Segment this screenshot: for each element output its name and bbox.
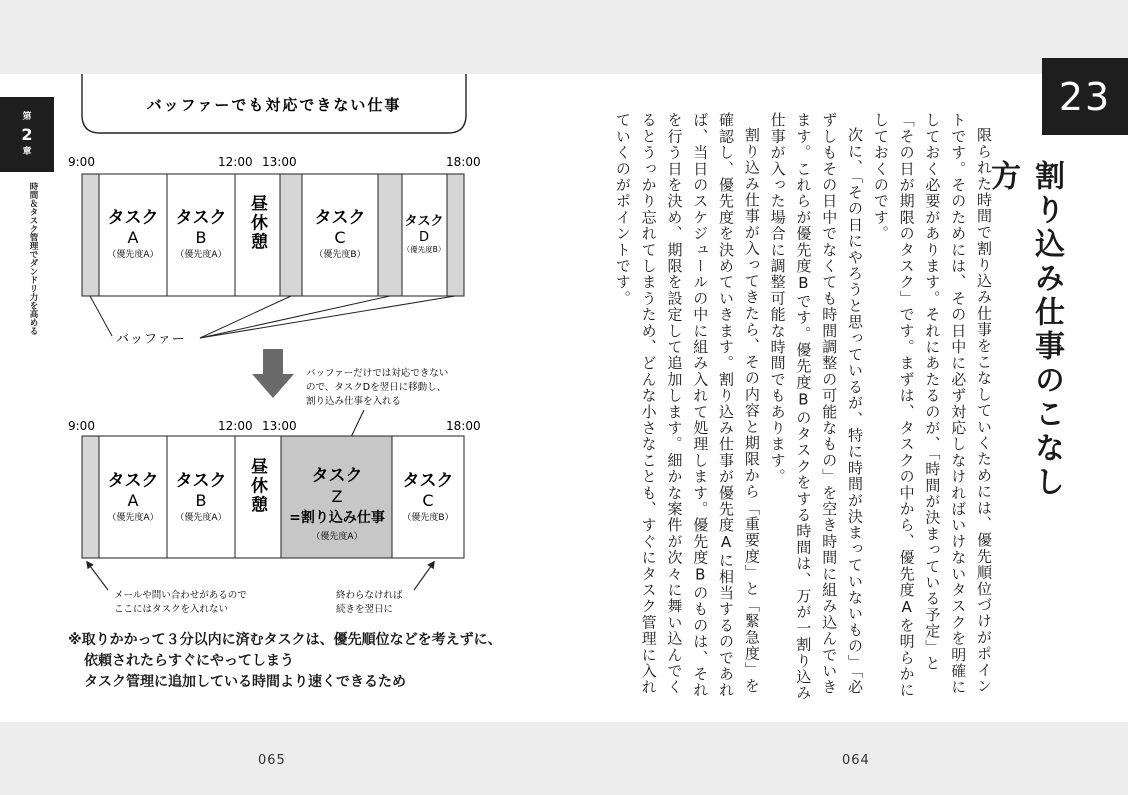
bottom-task-c-letter: C bbox=[422, 491, 434, 510]
arrow-note-line1: バッファーだけでは対応できない bbox=[306, 368, 449, 379]
buffer-cell bbox=[280, 174, 302, 296]
task-d-letter: D bbox=[418, 230, 430, 245]
right-note-line2: 続きを翌日に bbox=[336, 604, 394, 615]
paragraph-3: 割り込み仕事が入ってきたら、その内容と期限から「重要度」と「緊急度」を確認し、優先度を決めていきます。割り込み仕事が優先度Aに相当するのであれば、当日のスケジュールの中に組み入れて処理します。優先度Bのものは、それを行う日を決め、期限を設定して追加します。細かな案件が次々に舞い込んでくるとうっかり忘れてしまうため、どんな小さなことも、すぐにタスク管理に入れていくのがポイントです。 bbox=[613, 112, 761, 699]
buffer-label: バッファー bbox=[116, 332, 186, 347]
bottom-lunch-label: 昼休憩 bbox=[247, 457, 267, 515]
left-page-number: 065 bbox=[258, 753, 286, 768]
top-timeline bbox=[82, 174, 464, 296]
buffer-cell bbox=[378, 174, 402, 296]
schedule-diagram bbox=[0, 74, 500, 634]
bottom-task-a-letter: A bbox=[127, 491, 139, 510]
buffer-cell bbox=[447, 174, 464, 296]
top-time-end: 18:00 bbox=[446, 155, 481, 169]
chapter-number: 2 bbox=[21, 124, 33, 144]
footnotes bbox=[68, 630, 502, 693]
down-arrow-icon bbox=[252, 349, 294, 398]
top-time-start: 9:00 bbox=[68, 155, 95, 169]
left-note-line2: ここにはタスクを入れない bbox=[114, 604, 229, 615]
task-z-extra: =割り込み仕事 bbox=[289, 510, 385, 526]
footnote-line2: 依頼されたらすぐにやってしまう bbox=[84, 653, 294, 669]
bottom-time-noon: 12:00 bbox=[218, 419, 253, 433]
bottom-time-start: 9:00 bbox=[68, 419, 95, 433]
bottom-task-a-name: タスク bbox=[107, 471, 159, 491]
buffer-cell bbox=[82, 436, 99, 558]
arrow-note-line2: ので、タスクDを翌日に移動し、 bbox=[306, 382, 447, 393]
right-note-line1: 終わらなければ bbox=[336, 590, 403, 601]
task-c-letter: C bbox=[334, 228, 346, 247]
task-b-priority: （優先度A） bbox=[175, 250, 227, 260]
task-d-name: タスク bbox=[404, 214, 444, 229]
lunch-label: 昼休憩 bbox=[247, 194, 267, 252]
chapter-title: 時間＆タスク管理でダンドリ力を高める bbox=[28, 182, 38, 335]
chapter-prefix: 第 bbox=[22, 111, 32, 122]
chapter-suffix: 章 bbox=[22, 146, 32, 157]
bottom-task-b-priority: （優先度A） bbox=[175, 513, 227, 523]
left-note-line1: メールや問い合わせがあるので bbox=[114, 590, 247, 601]
bottom-task-b-letter: B bbox=[195, 491, 207, 510]
task-a-name: タスク bbox=[107, 208, 159, 228]
task-c-priority: （優先度B） bbox=[314, 250, 366, 260]
bottom-task-b-name: タスク bbox=[175, 471, 227, 491]
buffer-cell bbox=[82, 174, 99, 296]
section-title: 割り込み仕事のこなし方 bbox=[985, 160, 1064, 500]
bottom-task-c-name: タスク bbox=[402, 471, 454, 491]
bottom-timeline bbox=[82, 436, 464, 558]
bottom-task-c-priority: （優先度B） bbox=[402, 513, 454, 523]
bubble-title: バッファーでも対応できない仕事 bbox=[146, 96, 402, 114]
task-z-name: タスク bbox=[311, 466, 363, 486]
left-note-arrow bbox=[87, 562, 108, 590]
paragraph-2: 次に、「その日にやろうと思っているが、特に時間が決まっていないもの」「必ずしもその日中でなくても時間調整の可能なもの」を空き時間に組み込んでいきます。これらが優先度Bです。優先度Bのタスクをする時間は、万が一割り込み仕事が入った場合に調整可能な時間でもあります。 bbox=[768, 112, 865, 702]
arrow-note-line3: 割り込み仕事を入れる bbox=[306, 396, 402, 407]
task-d-priority: （優先度B） bbox=[402, 245, 446, 254]
paragraph-1: 限られた時間で割り込み仕事をこなしていくためには、優先順位づけがポイントです。そのためには、その日中に必ず対応しなければいけないタスクを明確にしておく必要があります。それにあたるのが、「時間が決まっている予定」と「その日が期限のタスク」です。まずは、タスクの中から、優先度Aを明らかにしておくのです。 bbox=[871, 112, 993, 699]
task-c-name: タスク bbox=[314, 208, 366, 228]
section-number: 23 bbox=[1042, 58, 1128, 135]
task-z-letter: Z bbox=[331, 487, 343, 506]
task-b-name: タスク bbox=[175, 208, 227, 228]
body-text bbox=[613, 112, 996, 702]
right-page-number: 064 bbox=[842, 753, 870, 768]
bottom-time-afternoon: 13:00 bbox=[262, 419, 297, 433]
task-a-letter: A bbox=[127, 228, 139, 247]
top-time-afternoon: 13:00 bbox=[262, 155, 297, 169]
right-note-arrow bbox=[414, 562, 434, 590]
footnote-line3: タスク管理に追加している時間より速くできるため bbox=[84, 674, 406, 690]
task-z-priority: （優先度A） bbox=[311, 532, 363, 542]
footnote-line1: ※取りかかって３分以内に済むタスクは、優先順位などを考えずに、 bbox=[68, 632, 502, 648]
bottom-task-a-priority: （優先度A） bbox=[107, 513, 159, 523]
bottom-time-end: 18:00 bbox=[446, 419, 481, 433]
top-time-noon: 12:00 bbox=[218, 155, 253, 169]
task-a-priority: （優先度A） bbox=[107, 250, 159, 260]
task-b-letter: B bbox=[195, 228, 207, 247]
